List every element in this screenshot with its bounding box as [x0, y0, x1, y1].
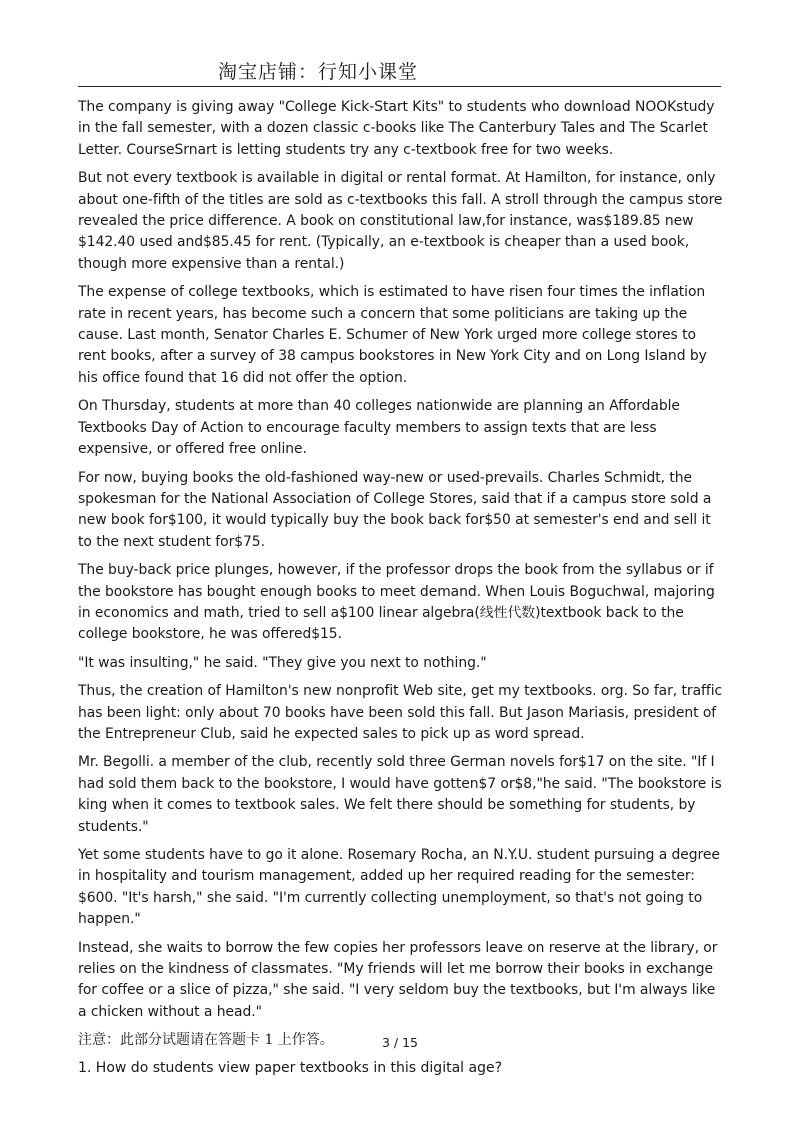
paragraph-10: Yet some students have to go it alone. Rosemary Rocha, an N.Y.U. student pursuing a degree in hospitality and tourism management, added up her required reading for the semester: $600. "It's harsh," she said. "I'm currently collecting unemployment, so that's not going to happen."	[78, 847, 720, 928]
paragraph-9: Mr. Begolli. a member of the club, recently sold three German novels for$17 on the site. "If I had sold them back to the bookstore, I would have gotten$7 or$8,"he said. "The bookstore is king when it comes to textbook sales. We felt there should be something for students, by students."	[78, 754, 722, 835]
paragraph-11: Instead, she waits to borrow the few copies her professors leave on reserve at the library, or relies on the kindness of classmates. "My friends will let me borrow their books in exchange for coffee or a slice of pizza," she said. "I very seldom buy the textbooks, but I'm always like a chicken without a head."	[78, 939, 718, 1020]
paragraph-8: Thus, the creation of Hamilton's new nonprofit Web site, get my textbooks. org. So far, traffic has been light: only about 70 books have been sold this fall. But Jason Mariasis, president of the Entrepreneur Club, said he expected sales to pick up as word spread.	[78, 683, 723, 742]
page-header	[78, 60, 721, 87]
paragraph-6: The buy-back price plunges, however, if the professor drops the book from the syllabus or if the bookstore has bought enough books to meet demand. When Louis Boguchwal, majoring in economics and math, tried to sell a$100 linear algebra(线性代数)textbook back to the college bookstore, he was offered$15.	[78, 562, 715, 643]
question-1: 1. How do students view paper textbooks in this digital age?	[78, 1060, 503, 1077]
paragraph-3: The expense of college textbooks, which is estimated to have risen four times the inflation rate in recent years, has become such a concern that some politicians are taking up the cause. Last month, Senator Charles E. Schumer of New York urged more college stores to rent books, after a survey of 38 campus bookstores in New York City and on Long Island by his office found that 16 did not offer the option.	[78, 284, 707, 386]
paragraph-2: But not every textbook is available in digital or rental format. At Hamilton, for instance, only about one-fifth of the titles are sold as c-textbooks this fall. A stroll through the campus store revealed the price difference. A book on constitutional law,for instance, was$189.85 new $142.40 used and$85.45 for rent. (Typically, an e-textbook is cheaper than a used book, though more expensive than a rental.)	[78, 170, 723, 272]
document-body	[78, 97, 726, 1079]
paragraph-4: On Thursday, students at more than 40 colleges nationwide are planning an Affordable Textbooks Day of Action to encourage faculty members to assign texts that are less expensive, or offered free online.	[78, 398, 680, 458]
paragraph-7: "It was insulting," he said. "They give you next to nothing."	[78, 654, 487, 671]
answer-sheet-note: 注意：此部分试题请在答题卡 1 上作答。	[78, 1032, 334, 1049]
paragraph-5: For now, buying books the old-fashioned way-new or used-prevails. Charles Schmidt, the spokesman for the National Association of College Stores, said that if a campus store sold a new book for$100, it would typically buy the book back for$50 at semester's end and sell it to the next student for$75.	[78, 469, 712, 550]
page-number: 3 / 15	[381, 1035, 419, 1050]
header-title: 淘宝店铺：行知小课堂	[218, 61, 419, 83]
paragraph-1: The company is giving away "College Kick-Start Kits" to students who download NOOKstudy in the fall semester, with a dozen classic c-books like The Canterbury Tales and The Scarlet Letter. CourseSrnart is letting students try any c-textbook free for two weeks.	[78, 99, 715, 158]
